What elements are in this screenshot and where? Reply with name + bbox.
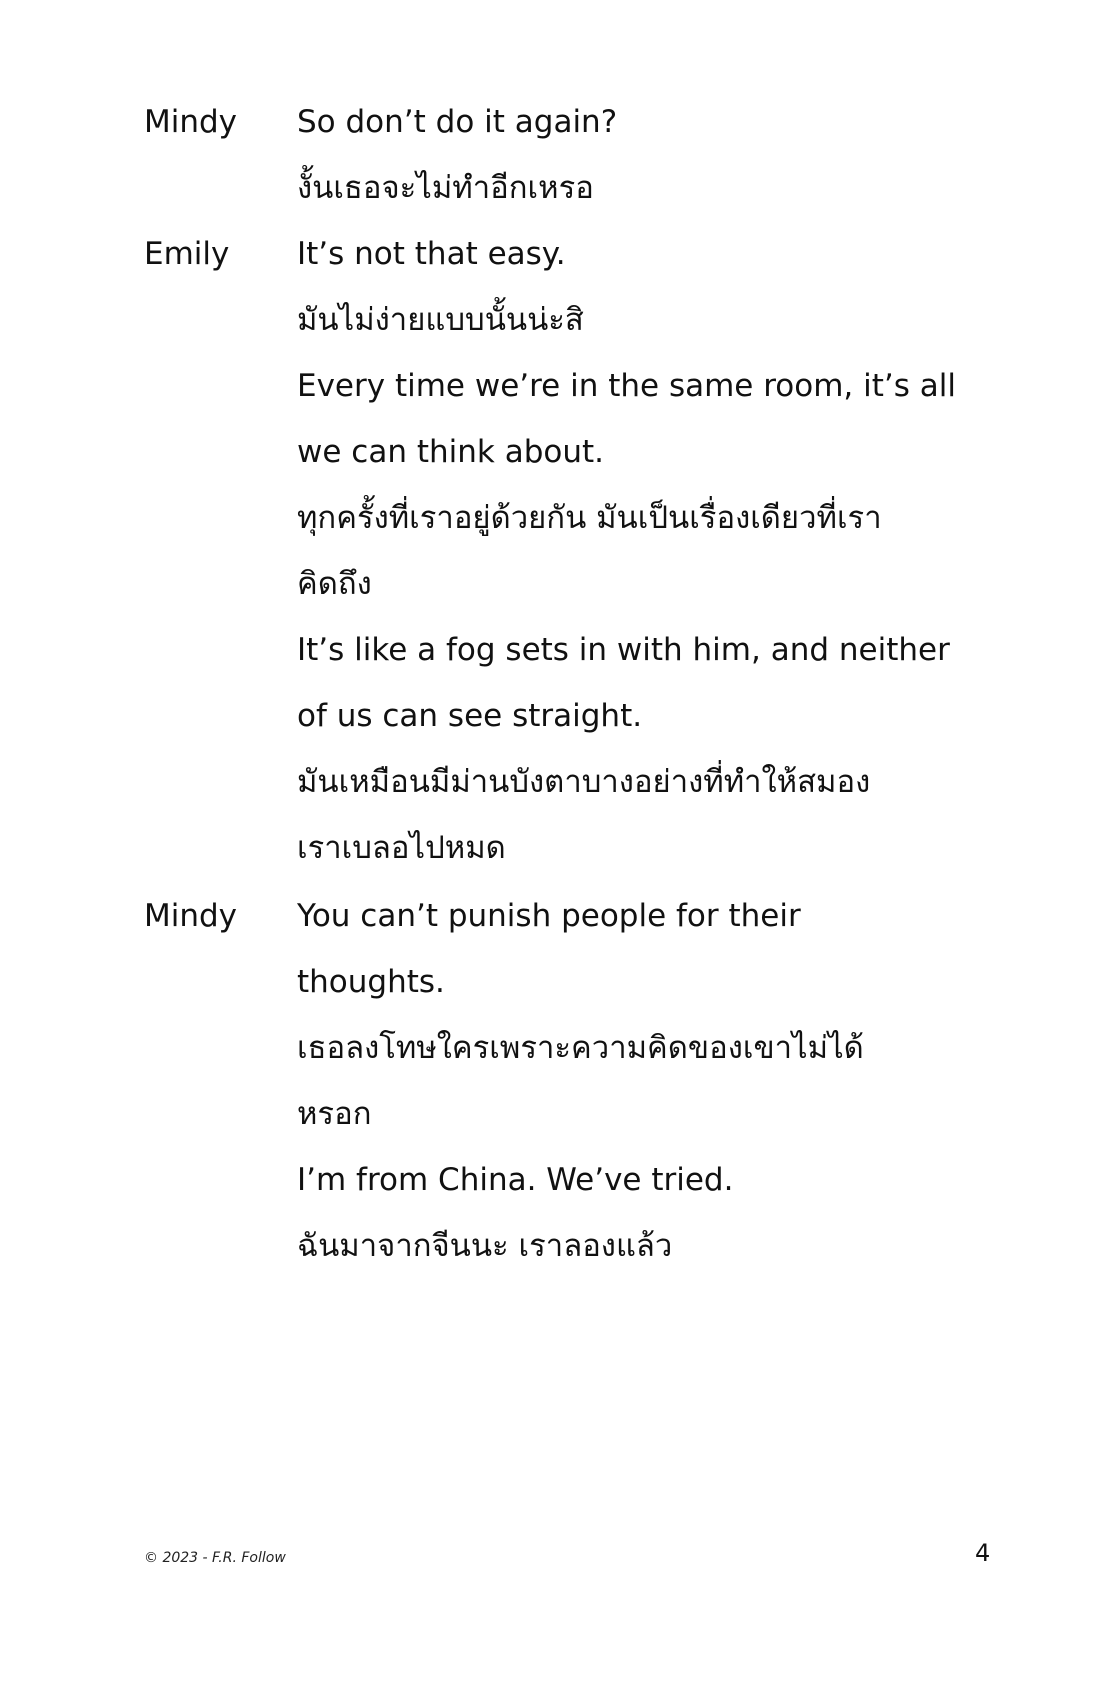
dialogue-line: ฉันมาจากจีนนะ เราลองแล้ว xyxy=(297,1228,673,1264)
dialogue-line: thoughts. xyxy=(297,964,445,1000)
dialogue-line: คิดถึง xyxy=(297,566,372,602)
dialogue-line: Every time we’re in the same room, it’s all xyxy=(297,368,956,404)
speaker-name: Mindy xyxy=(144,104,238,140)
dialogue-line: งั้นเธอจะไม่ทำอีกเหรอ xyxy=(297,170,594,206)
dialogue-line: So don’t do it again? xyxy=(297,104,618,140)
dialogue-line: มันเหมือนมีม่านบังตาบางอย่างที่ทำให้สมอง xyxy=(297,764,871,800)
dialogue-line: หรอก xyxy=(297,1096,372,1132)
dialogue-line: You can’t punish people for their xyxy=(297,898,801,934)
speaker-name: Mindy xyxy=(144,898,238,934)
copyright-footer: © 2023 - F.R. Follow xyxy=(144,1550,286,1566)
dialogue-line: of us can see straight. xyxy=(297,698,643,734)
speaker-name: Emily xyxy=(144,236,230,272)
dialogue-line: มันไม่ง่ายแบบนั้นน่ะสิ xyxy=(297,302,584,338)
dialogue-line: ทุกครั้งที่เราอยู่ด้วยกัน มันเป็นเรื่องเดียวที่เรา xyxy=(297,500,882,536)
dialogue-line: we can think about. xyxy=(297,434,604,470)
page-number: 4 xyxy=(975,1539,991,1567)
dialogue-line: It’s not that easy. xyxy=(297,236,566,272)
dialogue-line: เราเบลอไปหมด xyxy=(297,830,506,866)
dialogue-line: I’m from China. We’ve tried. xyxy=(297,1162,734,1198)
dialogue-line: It’s like a fog sets in with him, and neither xyxy=(297,632,950,668)
dialogue-line: เธอลงโทษใครเพราะความคิดของเขาไม่ได้ xyxy=(297,1030,864,1066)
